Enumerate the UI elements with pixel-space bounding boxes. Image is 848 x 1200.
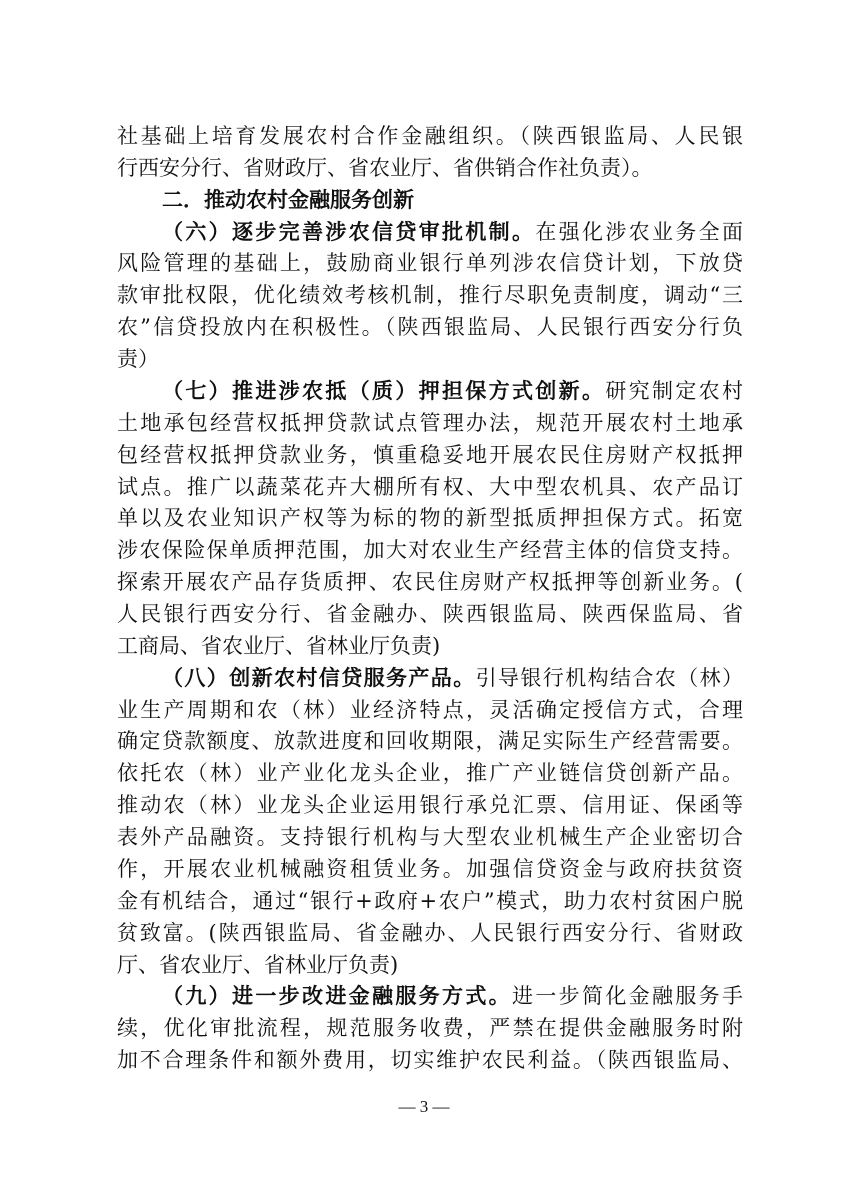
text-line: 探索开展农产品存货质押、农民住房财产权抵押等创新业务。(	[117, 570, 743, 594]
text-line: 贫致富。(陕西银监局、省金融办、人民银行西安分行、省财政	[117, 921, 743, 945]
text-line: 续，优化审批流程，规范服务收费，严禁在提供金融服务时附	[117, 1016, 743, 1040]
text-line: 款审批权限，优化绩效考核机制，推行尽职免责制度，调动“三	[117, 283, 743, 307]
paragraph-9-first-line	[162, 980, 743, 1012]
paragraph-9-text: 进一步简化金融服务手	[512, 984, 743, 1008]
paragraph-6-first-line	[162, 216, 743, 248]
paragraph-7-first-line	[162, 375, 743, 407]
paragraph-6-title: （六）逐步完善涉农信贷审批机制。	[162, 219, 536, 244]
paragraph-9-title: （九）进一步改进金融服务方式。	[162, 983, 512, 1008]
text-line: 包经营权抵押贷款业务，慎重稳妥地开展农民住房财产权抵押	[117, 443, 743, 467]
text-line: 业生产周期和农（林）业经济特点，灵活确定授信方式，合理	[117, 698, 743, 722]
paragraph-8-title: （八）创新农村信贷服务产品。	[162, 665, 476, 690]
text-line: 作，开展农业机械融资租赁业务。加强信贷资金与政府扶贫资	[117, 857, 743, 881]
paragraph-8-first-line	[162, 662, 743, 694]
paragraph-7-title: （七）推进涉农抵（质）押担保方式创新。	[162, 378, 606, 403]
text-line: 试点。推广以蔬菜花卉大棚所有权、大中型农机具、农产品订	[117, 475, 743, 499]
paragraph-7-text: 研究制定农村	[605, 379, 744, 403]
paragraph-6-text: 在强化涉农业务全面	[535, 220, 744, 244]
text-line: 风险管理的基础上，鼓励商业银行单列涉农信贷计划，下放贷	[117, 251, 743, 275]
text-line: 推动农（林）业龙头企业运用银行承兑汇票、信用证、保函等	[117, 793, 743, 817]
text-line: 加不合理条件和额外费用，切实维护农民利益。（陕西银监局、	[117, 1048, 743, 1072]
text-line: 责）	[117, 347, 159, 371]
section-heading: 二．推动农村金融服务创新	[162, 188, 414, 212]
text-line: 单以及农业知识产权等为标的物的新型抵质押担保方式。拓宽	[117, 506, 743, 530]
text-line: 表外产品融资。支持银行机构与大型农业机械生产企业密切合	[117, 825, 743, 849]
text-line: 依托农（林）业产业化龙头企业，推广产业链信贷创新产品。	[117, 761, 743, 785]
text-line: 社基础上培育发展农村合作金融组织。（陕西银监局、人民银	[117, 124, 743, 148]
text-line: 农”信贷投放内在积极性。（陕西银监局、人民银行西安分行负	[117, 315, 743, 339]
text-line: 金有机结合，通过“银行+政府+农户”模式，助力农村贫困户脱	[117, 889, 743, 913]
text-line: 行西安分行、省财政厅、省农业厅、省供销合作社负责）。	[117, 156, 653, 180]
text-line: 土地承包经营权抵押贷款试点管理办法，规范开展农村土地承	[117, 411, 743, 435]
page-number: — 3 —	[398, 1097, 450, 1116]
text-line: 涉农保险保单质押范围，加大对农业生产经营主体的信贷支持。	[117, 538, 743, 562]
text-line: 人民银行西安分行、省金融办、陕西银监局、陕西保监局、省	[117, 602, 743, 626]
text-line: 厅、省农业厅、省林业厅负责)	[117, 953, 399, 977]
text-line: 工商局、省农业厅、省林业厅负责)	[117, 634, 441, 658]
paragraph-8-text: 引导银行机构结合农（林）	[475, 666, 744, 690]
text-line: 确定贷款额度、放款进度和回收期限，满足实际生产经营需要。	[117, 729, 743, 753]
